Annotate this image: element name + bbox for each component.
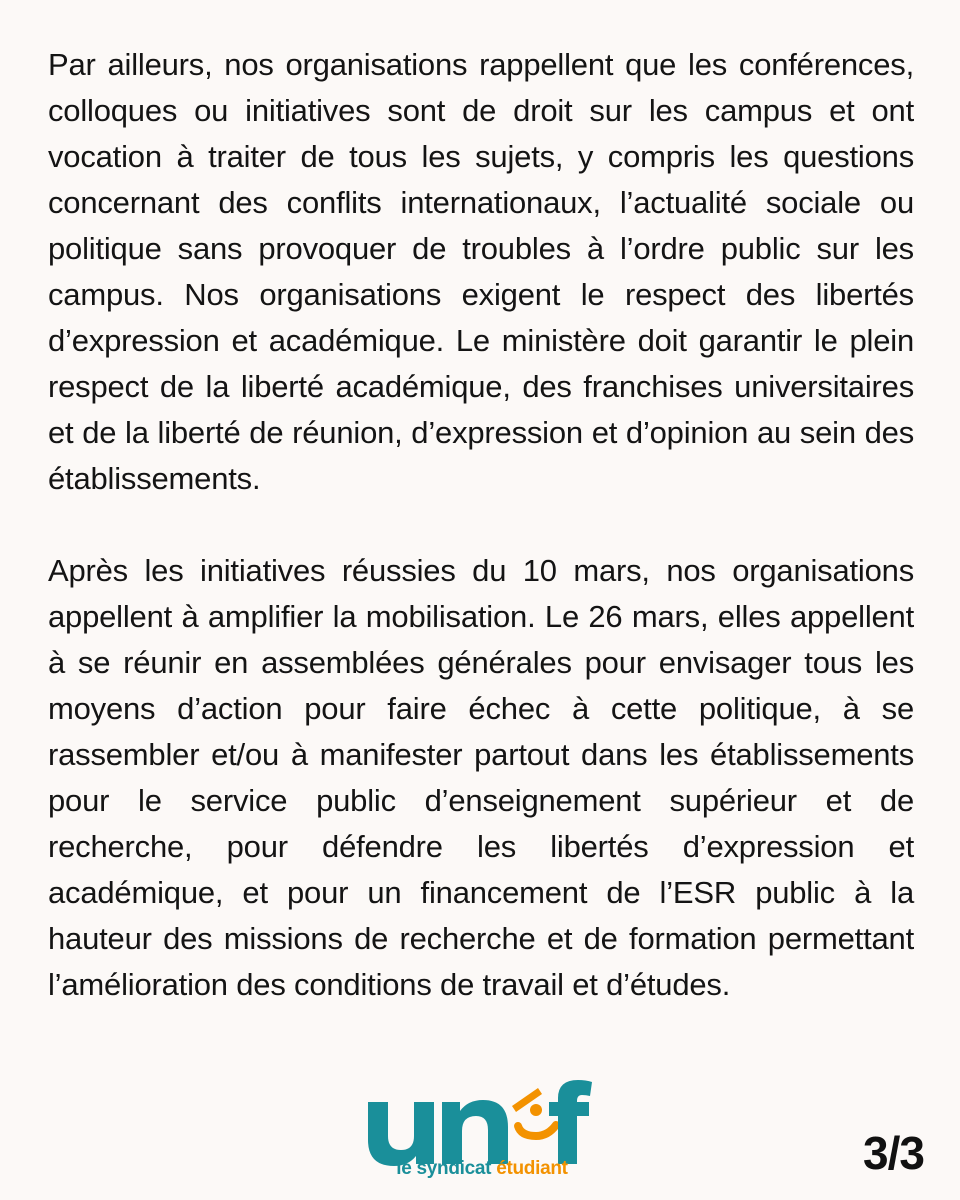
paragraph-2: Après les initiatives réussies du 10 mars, nos organisations appellent à amplifier la mobilisation. Le 26 mars, elles appellent à se réunir en assemblées générales pour envisager tous les moyens d’action pour faire échec à cette politique, à se rassembler et/ou à manifester partout dans les établissements pour le service public d’enseignement supérieur et de recherche, pour défendre les libertés d’expression et académique, et pour un financement de l’ESR public à la hauteur des missions de recherche et de formation permettant l’amélioration des conditions de travail et d’études. [48,553,914,1002]
page-indicator: 3/3 [863,1127,924,1179]
paragraph-1: Par ailleurs, nos organisations rappellent que les conférences, colloques ou initiatives sont de droit sur les campus et ont vocation à traiter de tous les sujets, y compris les questions concernant des conflits internationaux, l’actualité sociale ou politique sans provoquer de troubles à l’ordre public sur les campus. Nos organisations exigent le respect des libertés d’expression et académique. Le ministère doit garantir le plein respect de la liberté académique, des franchises universitaires et de la liberté de réunion, d’expression et d’opinion au sein des établissements. [48,47,914,496]
unef-logo [362,1080,602,1185]
document-body [48,42,914,1008]
logo-tagline-part1: le syndicat [396,1158,492,1179]
logo-tagline [362,1158,602,1180]
logo-tagline-part2: étudiant [496,1158,568,1179]
footer [0,1075,960,1200]
